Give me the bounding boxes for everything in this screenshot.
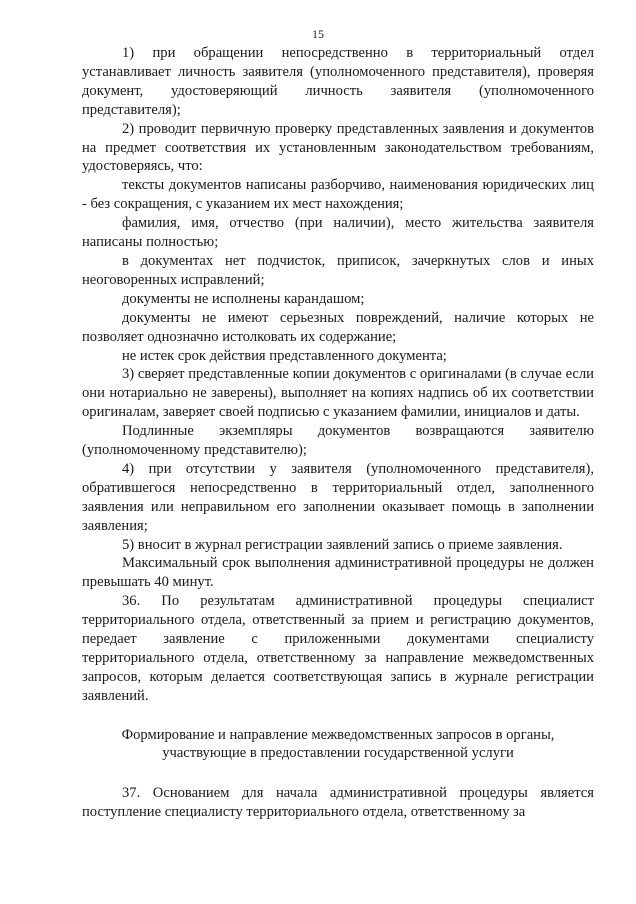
document-body bbox=[82, 44, 594, 822]
paragraph-item-5-journal: 5) вносит в журнал регистрации заявлений запись о приеме заявления. bbox=[122, 536, 563, 553]
paragraph-no-pencil: документы не исполнены карандашом; bbox=[122, 290, 365, 307]
paragraph-legible-texts: тексты документов написаны разборчиво, наименования юридических лиц - без сокращения, с указанием их мест нахождения; bbox=[82, 177, 594, 213]
section-heading-line-2: участвующие в предоставлении государственной услуги bbox=[162, 744, 514, 761]
section-heading bbox=[82, 726, 594, 762]
paragraph-originals-returned: Подлинные экземпляры документов возвращаются заявителю (уполномоченному представителю); bbox=[82, 423, 594, 459]
paragraph-validity: не истек срок действия представленного документа; bbox=[122, 347, 447, 364]
paragraph-max-time: Максимальный срок выполнения административной процедуры не должен превышать 40 минут. bbox=[82, 555, 594, 591]
section-heading-line-1: Формирование и направление межведомственных запросов в органы, bbox=[121, 726, 555, 743]
paragraph-no-damage: документы не имеют серьезных повреждений, наличие которых не позволяет однозначно истолковать их содержание; bbox=[82, 309, 594, 345]
paragraph-36: 36. По результатам административной процедуры специалист территориального отдела, ответственный за прием и регистрацию документов, передает заявление с приложенными документами специалисту территориального отдела, ответственному за направление межведомственных запросов, которым делается соответствующая запись в журнале регистрации заявлений. bbox=[82, 593, 594, 704]
paragraph-no-corrections: в документах нет подчисток, приписок, зачеркнутых слов и иных неоговоренных исправлений; bbox=[82, 252, 594, 288]
paragraph-37: 37. Основанием для начала административной процедуры является поступление специалисту территориального отдела, ответственному за bbox=[82, 784, 594, 820]
paragraph-item-4-assistance: 4) при отсутствии у заявителя (уполномоченного представителя), обратившегося непосредственно в территориальный отдел, заполненного заявления или неправильном его заполнении оказывает помощь в заполнении заявления; bbox=[82, 460, 594, 534]
paragraph-item-1-identity: 1) при обращении непосредственно в территориальный отдел устанавливает личность заявителя (уполномоченного представителя), проверяя документ, удостоверяющий личность заявителя (уполномоченного представителя); bbox=[82, 45, 594, 118]
page-number: 15 bbox=[312, 27, 324, 41]
paragraph-item-3-copies: 3) сверяет представленные копии документов с оригиналами (в случае если они нотариально не заверены), выполняет на копиях надпись об их соответствии оригиналам, заверяет своей подписью с указанием фамилии, инициалов и даты. bbox=[82, 366, 594, 421]
paragraph-full-names: фамилия, имя, отчество (при наличии), место жительства заявителя написаны полностью; bbox=[82, 215, 594, 251]
paragraph-item-2-check: 2) проводит первичную проверку представленных заявления и документов на предмет соответствия их установленным законодательством требованиям, удостоверяясь, что: bbox=[82, 120, 594, 175]
